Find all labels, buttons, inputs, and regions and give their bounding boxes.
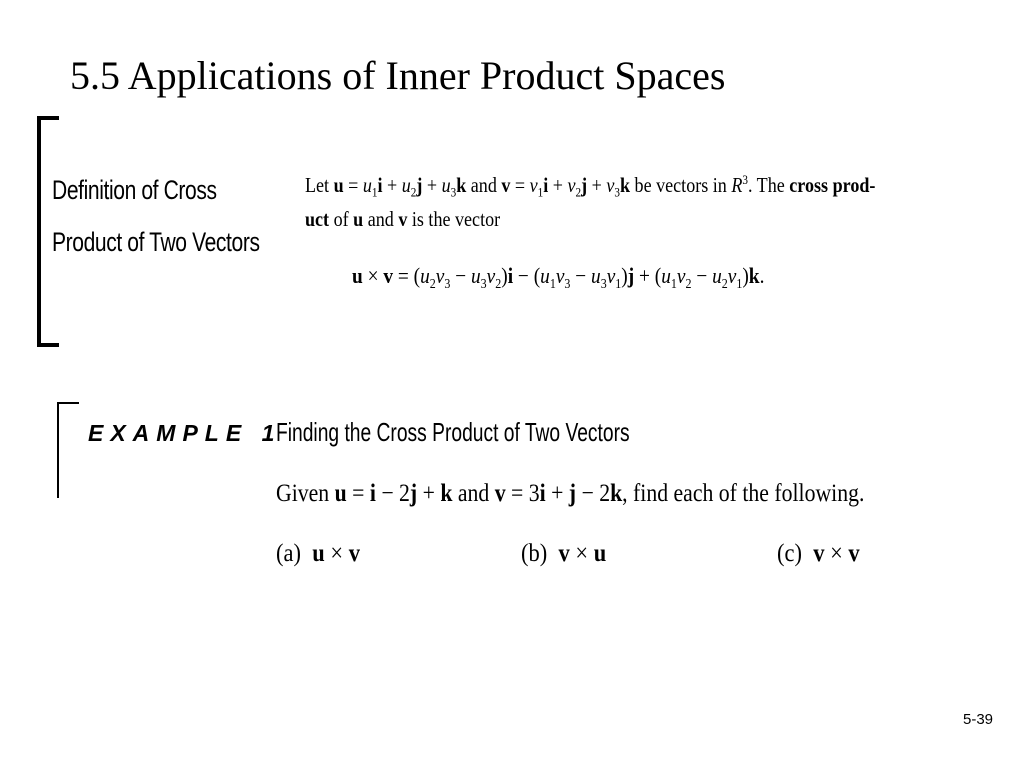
example-part-b [521,538,606,570]
example-bracket [57,402,79,498]
page-number: 5-39 [963,711,994,728]
cross-product-formula: $u \times v = (u_2v_3 - u_3v_2)i - (u_1v_3 - u_3v_1)j + (u_1v_2 - u_2v_1)k$. [352,263,765,291]
example-title: Finding the Cross Product of Two Vectors [276,417,630,447]
part-expression: v × u [558,540,607,567]
part-expression: v × v [813,540,860,567]
definition-body [305,168,898,236]
part-label: (a) [276,540,301,567]
example-given: Given u = i − 2j + k and v = 3i + j − 2k, find each of the following. [276,480,865,507]
example-part-c [777,538,860,570]
part-expression: u × v [312,540,360,567]
example-label: EXAMPLE 1 [88,420,282,446]
definition-heading [52,164,260,268]
definition-body-line-2: uct of u and v is the vector [305,207,501,231]
example-part-a [276,538,360,570]
definition-body-line-1: Let $u = u_1i + u_2j + u_3k$ and $v = v_1i + v_2j + v_3k$ be vectors in $R^3$. The cross prod- [305,172,876,200]
definition-heading-line-1: Definition of Cross [52,175,217,205]
part-label: (b) [521,540,548,567]
slide-title: 5.5 Applications of Inner Product Spaces [70,53,726,98]
part-label: (c) [777,540,802,567]
definition-heading-line-2: Product of Two Vectors [52,227,260,257]
